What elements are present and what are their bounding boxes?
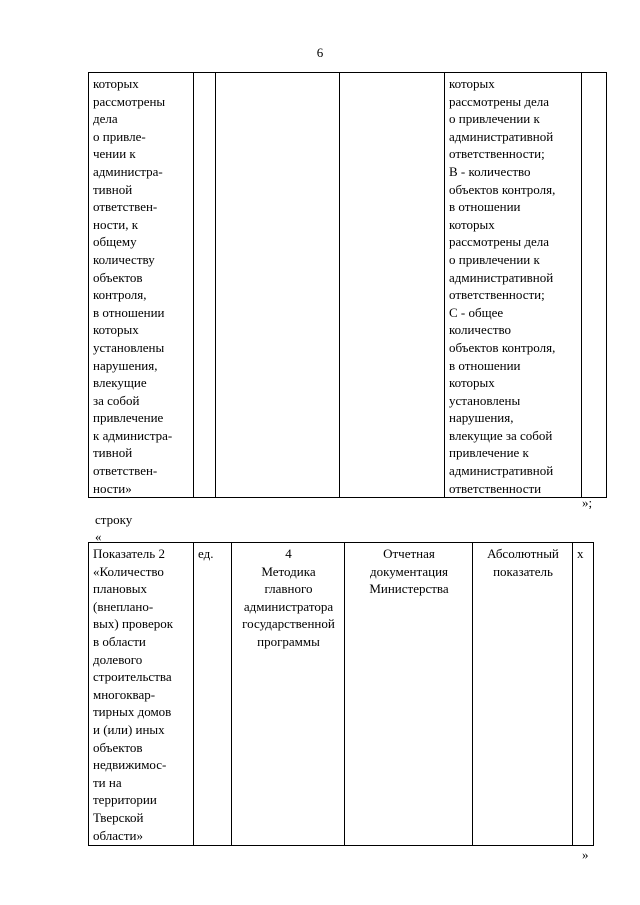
unit-cell: ед. — [194, 543, 232, 846]
text-line: установлены — [449, 392, 521, 408]
text-line: строительства — [93, 669, 172, 685]
text-line: ности» — [93, 480, 132, 496]
text-line: администратора — [243, 598, 334, 614]
calculation-variables-cell — [445, 73, 582, 498]
text-line: в отношении — [449, 357, 521, 373]
text-line: С - общее — [449, 304, 504, 320]
page-number: 6 — [316, 45, 324, 60]
notes-cell — [582, 73, 607, 498]
text-line: Тверской — [93, 809, 144, 825]
text-line: тивной — [93, 181, 133, 197]
text-line: недвижимос- — [93, 757, 167, 773]
text-line: ответствен- — [93, 199, 158, 215]
text-line: рассмотрены дела — [449, 234, 550, 250]
text-line: документация — [369, 563, 449, 579]
indicator-formula-description-cell — [89, 73, 194, 498]
text-line: в области — [93, 633, 146, 649]
text-line: которых — [449, 375, 495, 391]
notes-cell: х — [573, 543, 594, 846]
text-line: административной — [449, 463, 554, 479]
text-line: дела — [93, 111, 118, 127]
text-line: влекущие за собой — [449, 427, 553, 443]
text-line: ности, к — [93, 216, 139, 232]
closing-quote: »; — [582, 495, 593, 510]
text-line: администра- — [93, 163, 163, 179]
table-row — [89, 73, 607, 498]
text-line: 4 — [285, 546, 292, 561]
text-line: которых — [93, 322, 139, 338]
text-line: Абсолютный — [487, 546, 559, 561]
instruction-text: строку — [95, 512, 133, 527]
text-line: привлечение — [93, 410, 164, 426]
text-line: общему — [93, 234, 137, 250]
text-line: ти на — [93, 774, 122, 790]
text-line: количеству — [93, 251, 155, 267]
source-cell — [345, 543, 473, 846]
text-line: ответственности; — [449, 146, 545, 162]
text-line: за собой — [93, 392, 140, 408]
text-line: объектов — [93, 269, 143, 285]
text-line: ответственности — [449, 480, 542, 496]
source-cell — [340, 73, 445, 498]
text-line: влекущие — [93, 375, 147, 391]
opening-quote: « — [95, 529, 102, 544]
unit-cell — [194, 73, 216, 498]
text-line: ответственности; — [449, 287, 545, 303]
text-line: которых — [93, 76, 139, 91]
text-line: долевого — [93, 651, 143, 667]
closing-quote: » — [582, 847, 589, 862]
text-line: в отношении — [93, 304, 165, 320]
table-row — [89, 543, 594, 846]
text-line: объектов контроля, — [449, 181, 556, 197]
text-line: государственной — [242, 616, 335, 632]
text-line: которых — [449, 216, 495, 232]
text-line: о привле- — [93, 128, 146, 144]
text-line: Методика — [261, 563, 316, 579]
text-line: нарушения, — [93, 357, 158, 373]
text-line: количество — [449, 322, 512, 338]
text-line: о привлечении к — [449, 251, 540, 267]
indicator-table-new-row — [88, 542, 594, 846]
text-line: тивной — [93, 445, 133, 461]
text-line: тирных домов — [93, 704, 172, 720]
text-line: административной — [449, 269, 554, 285]
text-line: в отношении — [449, 199, 521, 215]
text-line: (внеплано- — [93, 598, 154, 614]
text-line: В - количество — [449, 163, 531, 179]
text-line: ответствен- — [93, 463, 158, 479]
text-line: главного — [264, 581, 313, 597]
text-line: рассмотрены — [93, 93, 166, 109]
text-line: объектов контроля, — [449, 339, 556, 355]
text-line: Отчетная — [383, 546, 435, 561]
indicator-name-cell — [89, 543, 194, 846]
indicator-type-cell — [473, 543, 573, 846]
text-line: установлены — [93, 339, 165, 355]
text-line: и (или) иных — [93, 721, 165, 737]
text-line: о привлечении к — [449, 111, 540, 127]
text-line: Показатель 2 — [93, 546, 165, 561]
text-line: нарушения, — [449, 410, 514, 426]
method-cell — [216, 73, 340, 498]
text-line: «Количество — [93, 563, 164, 579]
text-line: вых) проверок — [93, 616, 174, 632]
text-line: плановых — [93, 581, 148, 597]
text-line: показатель — [493, 563, 553, 579]
text-line: многоквар- — [93, 686, 156, 702]
text-line: рассмотрены дела — [449, 93, 550, 109]
text-line: области» — [93, 827, 143, 843]
text-line: которых — [449, 76, 495, 91]
text-line: Министерства — [369, 581, 449, 597]
text-line: привлечение к — [449, 445, 529, 461]
indicator-table-continuation — [88, 72, 607, 498]
text-line: контроля, — [93, 287, 147, 303]
text-line: объектов — [93, 739, 143, 755]
text-line: территории — [93, 792, 157, 808]
text-line: административной — [449, 128, 554, 144]
method-cell — [232, 543, 345, 846]
text-line: чении к — [93, 146, 136, 162]
text-line: к администра- — [93, 427, 173, 443]
text-line: программы — [257, 633, 320, 649]
